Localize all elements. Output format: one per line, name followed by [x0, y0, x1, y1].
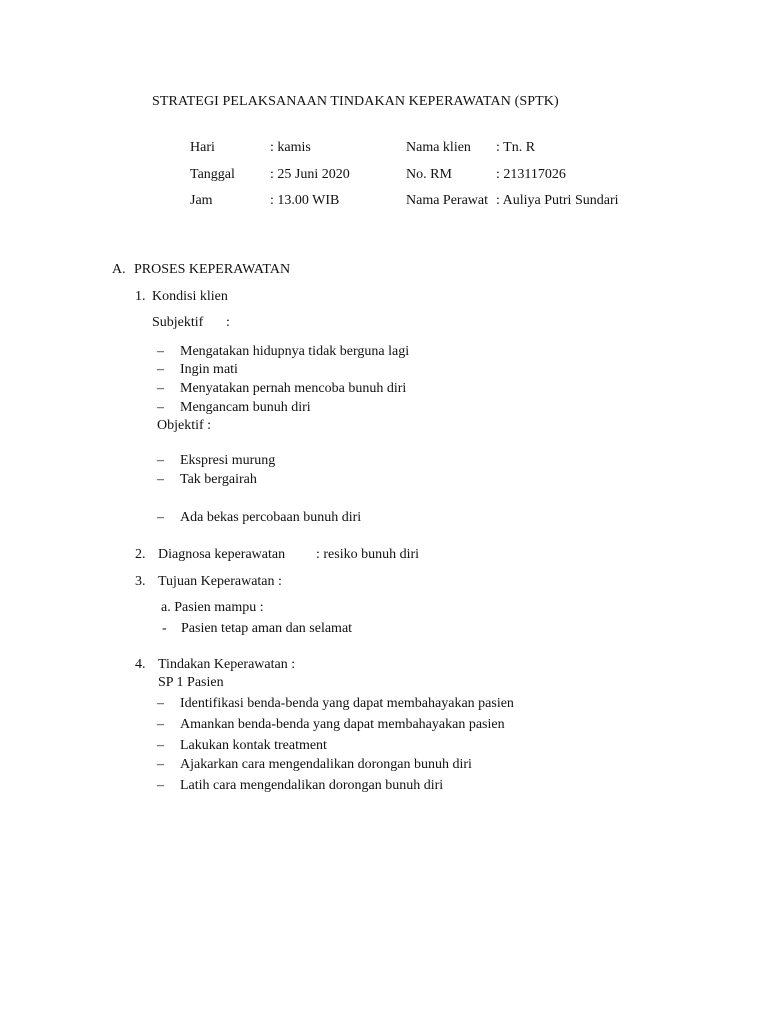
bullet-dash: –	[157, 510, 164, 525]
tanggal-value: : 25 Juni 2020	[270, 167, 350, 182]
tanggal-label: Tanggal	[190, 167, 235, 182]
section-a-marker: A.	[112, 262, 126, 277]
tujuan-item: Pasien tetap aman dan selamat	[181, 621, 353, 636]
bullet-dash: –	[157, 778, 164, 793]
list-item: Ingin mati	[180, 362, 238, 377]
tujuan-label: Tujuan Keperawatan :	[158, 574, 282, 589]
bullet-dash: –	[157, 453, 164, 468]
hari-value: : kamis	[270, 140, 311, 155]
bullet-dash: –	[157, 738, 164, 753]
sp-label: SP 1 Pasien	[158, 675, 224, 690]
nama-klien-value: : Tn. R	[496, 140, 536, 155]
tindakan-label: Tindakan Keperawatan :	[158, 657, 296, 672]
jam-label: Jam	[190, 193, 213, 208]
list-item: Ada bekas percobaan bunuh diri	[180, 510, 362, 525]
bullet-dash: –	[157, 400, 164, 415]
jam-value: : 13.00 WIB	[270, 193, 340, 208]
diagnosa-label: Diagnosa keperawatan	[158, 547, 286, 562]
list-item: Amankan benda-benda yang dapat membahayakan pasien	[180, 717, 505, 732]
list-item: Lakukan kontak treatment	[180, 738, 327, 753]
kondisi-number: 1.	[135, 289, 146, 304]
bullet-dash: –	[157, 381, 164, 396]
subjektif-colon: :	[226, 315, 230, 330]
objektif-label: Objektif :	[157, 418, 212, 433]
tindakan-number: 4.	[135, 657, 146, 672]
list-item: Mengancam bunuh diri	[180, 400, 311, 415]
nama-perawat-label: Nama Perawat	[406, 193, 489, 208]
no-rm-value: : 213117026	[496, 167, 566, 182]
nama-klien-label: Nama klien	[406, 140, 471, 155]
diagnosa-number: 2.	[135, 547, 146, 562]
list-item: Ekspresi murung	[180, 453, 276, 468]
bullet-dash: –	[157, 696, 164, 711]
diagnosa-value: : resiko bunuh diri	[316, 547, 420, 562]
subjektif-label: Subjektif	[152, 315, 204, 330]
document-title: STRATEGI PELAKSANAAN TINDAKAN KEPERAWATAN (SPTK)	[152, 94, 559, 109]
list-item: Ajakarkan cara mengendalikan dorongan bunuh diri	[180, 757, 472, 772]
tujuan-number: 3.	[135, 574, 146, 589]
list-item: Latih cara mengendalikan dorongan bunuh diri	[180, 778, 444, 793]
list-item: Menyatakan pernah mencoba bunuh diri	[180, 381, 407, 396]
bullet-dash: –	[157, 717, 164, 732]
bullet-dash: –	[157, 344, 164, 359]
nama-perawat-value: : Auliya Putri Sundari	[496, 193, 619, 208]
list-item: Tak bergairah	[180, 472, 257, 487]
list-item: Mengatakan hidupnya tidak berguna lagi	[180, 344, 410, 359]
no-rm-label: No. RM	[406, 167, 452, 182]
bullet-dash: –	[157, 757, 164, 772]
tujuan-item-dash: -	[162, 621, 167, 636]
hari-label: Hari	[190, 140, 215, 155]
kondisi-label: Kondisi klien	[152, 289, 228, 304]
list-item: Identifikasi benda-benda yang dapat membahayakan pasien	[180, 696, 514, 711]
bullet-dash: –	[157, 472, 164, 487]
tujuan-sub: a. Pasien mampu :	[161, 600, 264, 615]
bullet-dash: –	[157, 362, 164, 377]
section-a-title: PROSES KEPERAWATAN	[134, 262, 291, 277]
